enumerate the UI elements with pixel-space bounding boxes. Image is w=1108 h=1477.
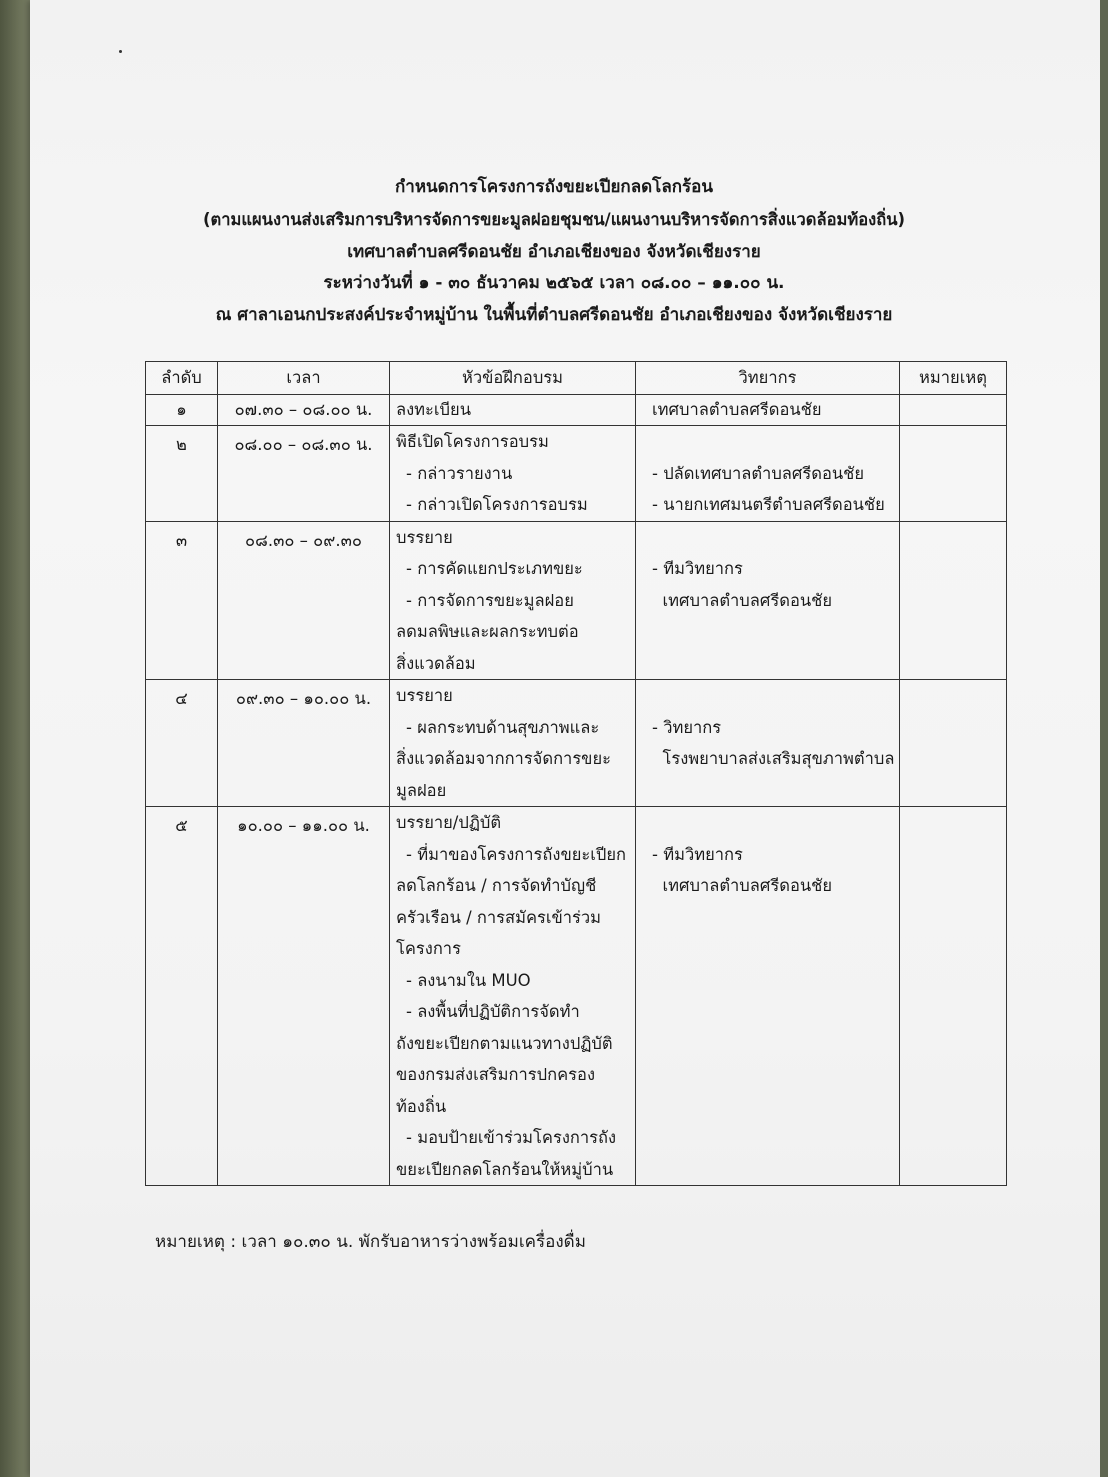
topic-line: บรรยาย bbox=[396, 686, 453, 705]
topic-line: ลดโลกร้อน / การจัดทำบัญชี bbox=[396, 876, 597, 895]
topic-line: - ลงพื้นที่ปฏิบัติการจัดทำ bbox=[406, 1002, 580, 1021]
row-number: ๓ bbox=[146, 521, 218, 680]
title-line-3: เทศบาลตำบลศรีดอนชัย อำเภอเชียงของ จังหวัดเชียงราย bbox=[347, 242, 761, 262]
row-time: ๐๗.๓๐ – ๐๘.๐๐ น. bbox=[218, 395, 390, 426]
row-topic bbox=[390, 807, 636, 1186]
speaker-line: - ปลัดเทศบาลตำบลศรีดอนชัย bbox=[652, 463, 865, 483]
speaker-line: - ทีมวิทยากร bbox=[652, 844, 743, 864]
speaker-line: - วิทยากร bbox=[652, 717, 722, 737]
topic-line: - กล่าวเปิดโครงการอบรม bbox=[406, 495, 588, 514]
col-header-order: ลำดับ bbox=[146, 362, 218, 395]
speaker-line: เทศบาลตำบลศรีดอนชัย bbox=[652, 876, 833, 895]
col-header-speaker: วิทยากร bbox=[636, 362, 900, 395]
row-topic bbox=[390, 680, 636, 807]
table-row bbox=[146, 426, 1007, 522]
speaker-line bbox=[642, 426, 893, 458]
topic-line: สิ่งแวดล้อมจากการจัดการขยะ bbox=[396, 749, 611, 768]
speaker-line: เทศบาลตำบลศรีดอนชัย bbox=[652, 590, 833, 610]
row-time: ๑๐.๐๐ – ๑๑.๐๐ น. bbox=[218, 807, 390, 1186]
title-line-4: ระหว่างวันที่ ๑ - ๓๐ ธันวาคม ๒๕๖๕ เวลา ๐๘.๐๐ – ๑๑.๐๐ น. bbox=[323, 273, 785, 293]
topic-line: โครงการ bbox=[396, 939, 461, 958]
row-note bbox=[900, 521, 1007, 680]
topic-line: ถังขยะเปียกตามแนวทางปฏิบัติ bbox=[396, 1033, 613, 1053]
col-header-topic: หัวข้อฝึกอบรม bbox=[390, 362, 636, 395]
paper-speck bbox=[119, 50, 122, 53]
table-row bbox=[146, 521, 1007, 680]
topic-line: - มอบป้ายเข้าร่วมโครงการถัง bbox=[406, 1128, 617, 1147]
topic-line: - กล่าวรายงาน bbox=[406, 463, 513, 483]
row-time: ๐๘.๐๐ – ๐๘.๓๐ น. bbox=[218, 426, 390, 522]
row-speaker bbox=[636, 521, 900, 680]
table-row bbox=[146, 680, 1007, 807]
topic-line: - การคัดแยกประเภทขยะ bbox=[406, 559, 583, 578]
topic-line: ลงทะเบียน bbox=[396, 400, 471, 419]
col-header-time: เวลา bbox=[218, 362, 390, 395]
schedule-table bbox=[145, 361, 1007, 1186]
topic-line: ครัวเรือน / การสมัครเข้าร่วม bbox=[396, 907, 602, 927]
row-number: ๕ bbox=[146, 807, 218, 1186]
row-number: ๔ bbox=[146, 680, 218, 807]
col-header-note: หมายเหตุ bbox=[900, 362, 1007, 395]
speaker-line: เทศบาลตำบลศรีดอนชัย bbox=[652, 400, 822, 419]
topic-line: บรรยาย/ปฏิบัติ bbox=[396, 813, 502, 832]
speaker-line bbox=[642, 680, 893, 712]
speaker-line: - นายกเทศมนตรีตำบลศรีดอนชัย bbox=[652, 495, 885, 514]
topic-line: สิ่งแวดล้อม bbox=[396, 653, 476, 673]
topic-line: - ผลกระทบด้านสุขภาพและ bbox=[406, 717, 600, 737]
row-speaker bbox=[636, 807, 900, 1186]
speaker-line bbox=[642, 522, 893, 554]
row-note bbox=[900, 807, 1007, 1186]
row-topic bbox=[390, 426, 636, 522]
row-time: ๐๙.๓๐ – ๑๐.๐๐ น. bbox=[218, 680, 390, 807]
speaker-line bbox=[642, 807, 893, 839]
row-note bbox=[900, 680, 1007, 807]
topic-line: - การจัดการขยะมูลฝอย bbox=[406, 590, 574, 610]
speaker-line: - ทีมวิทยากร bbox=[652, 559, 743, 578]
row-note bbox=[900, 426, 1007, 522]
row-time: ๐๘.๓๐ – ๐๙.๓๐ bbox=[218, 521, 390, 680]
row-topic bbox=[390, 395, 636, 426]
topic-line: มูลฝอย bbox=[396, 780, 447, 800]
table-row bbox=[146, 807, 1007, 1186]
topic-line: พิธีเปิดโครงการอบรม bbox=[396, 432, 549, 451]
title-line-1: กำหนดการโครงการถังขยะเปียกลดโลกร้อน bbox=[394, 177, 713, 197]
title-line-2: (ตามแผนงานส่งเสริมการบริหารจัดการขยะมูลฝอยชุมชน/แผนงานบริหารจัดการสิ่งแวดล้อมท้องถิ่น) bbox=[202, 210, 906, 229]
row-speaker bbox=[636, 426, 900, 522]
row-topic bbox=[390, 521, 636, 680]
footnote: หมายเหตุ : เวลา ๑๐.๓๐ น. พักรับอาหารว่างพร้อมเครื่องดื่ม bbox=[155, 1232, 586, 1252]
row-speaker bbox=[636, 395, 900, 426]
topic-line: ลดมลพิษและผลกระทบต่อ bbox=[396, 622, 579, 641]
row-number: ๒ bbox=[146, 426, 218, 522]
topic-line: - ลงนามใน MUO bbox=[406, 970, 531, 990]
row-speaker bbox=[636, 680, 900, 807]
topic-line: - ที่มาของโครงการถังขยะเปียก bbox=[406, 844, 627, 864]
row-number: ๑ bbox=[146, 395, 218, 426]
table-header-row bbox=[146, 362, 1007, 395]
topic-line: ท้องถิ่น bbox=[396, 1096, 447, 1116]
topic-line: บรรยาย bbox=[396, 527, 453, 547]
topic-line: ของกรมส่งเสริมการปกครอง bbox=[396, 1065, 595, 1084]
title-line-5: ณ ศาลาเอนกประสงค์ประจำหมู่บ้าน ในพื้นที่ตำบลศรีดอนชัย อำเภอเชียงของ จังหวัดเชียงราย bbox=[215, 305, 893, 325]
speaker-line: โรงพยาบาลส่งเสริมสุขภาพตำบล bbox=[652, 749, 895, 768]
topic-line: ขยะเปียกลดโลกร้อนให้หมู่บ้าน bbox=[396, 1159, 614, 1179]
row-note bbox=[900, 395, 1007, 426]
table-row bbox=[146, 395, 1007, 426]
